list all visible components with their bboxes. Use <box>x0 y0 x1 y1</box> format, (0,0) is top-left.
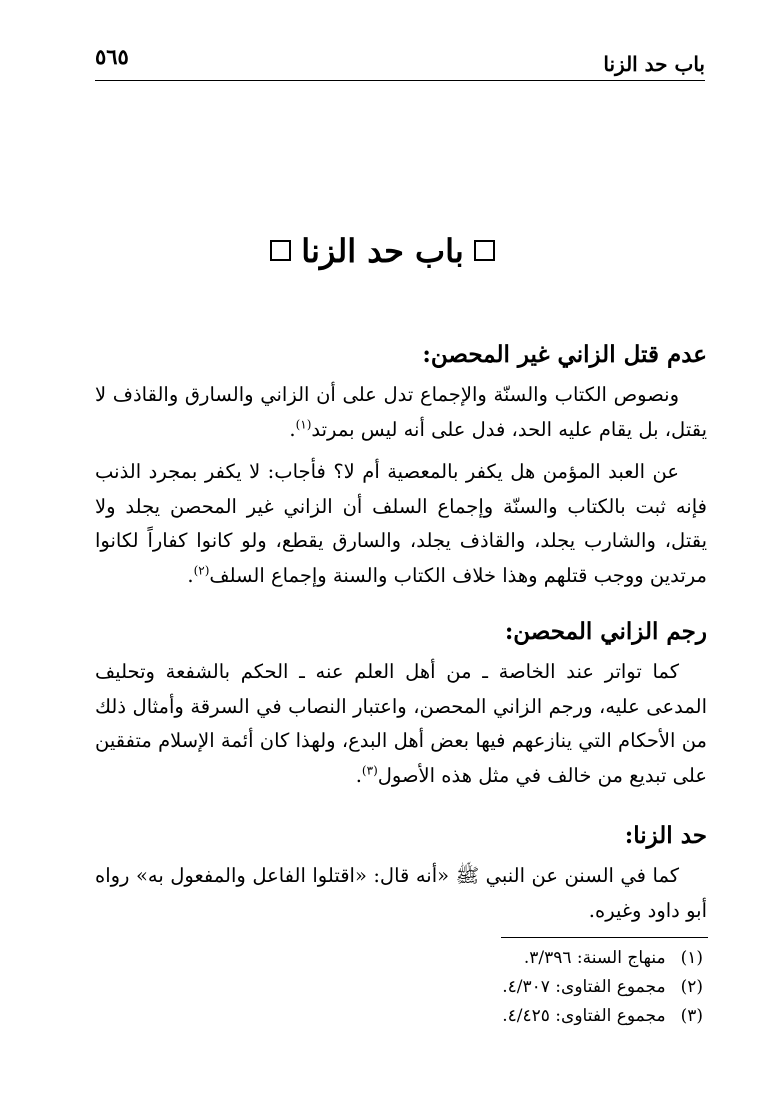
footnote-reference: (٣) <box>361 763 378 777</box>
footnote-reference: (٢) <box>193 563 210 577</box>
paragraph-text: كما في السنن عن النبي ﷺ «أنه قال: «اقتلوا الفاعل والمفعول به» رواه أبو داود وغيره. <box>95 864 707 922</box>
footnote-text: منهاج السنة: ٣/٣٩٦. <box>523 948 666 968</box>
paragraph <box>95 378 707 447</box>
footnote-text: مجموع الفتاوى: ٤/٤٢٥. <box>502 1006 666 1026</box>
main-text <box>95 335 707 928</box>
paragraph-text: ونصوص الكتاب والسنّة والإجماع تدل على أن الزاني والسارق والقاذف لا يقتل، بل يقام عليه الحد، فدل على أنه ليس بمرتد <box>95 383 707 441</box>
footnote-text: مجموع الفتاوى: ٤/٣٠٧. <box>502 977 666 997</box>
footnote-number: (٣) <box>680 1006 703 1026</box>
paragraph <box>95 655 707 793</box>
paragraph <box>95 455 707 593</box>
chapter-title <box>0 232 765 270</box>
page-number: ٥٦٥ <box>95 44 129 69</box>
running-header <box>95 44 705 81</box>
paragraph-end-mark: . <box>355 763 362 787</box>
footnote-number: (١) <box>680 948 703 968</box>
paragraph-end-mark: . <box>187 563 194 587</box>
footnote-divider <box>501 937 708 938</box>
paragraph <box>95 859 707 928</box>
square-ornament-icon <box>270 240 291 261</box>
section-heading: رجم الزاني المحصن: <box>504 618 707 645</box>
footnote <box>95 973 703 1002</box>
section-heading: حد الزنا: <box>624 822 707 849</box>
square-ornament-icon <box>474 240 495 261</box>
footnotes <box>95 944 703 1031</box>
footnote-reference: (١) <box>295 417 312 431</box>
section-heading: عدم قتل الزاني غير المحصن: <box>422 341 707 368</box>
paragraph-end-mark: . <box>289 417 296 441</box>
footnote-number: (٢) <box>680 977 703 997</box>
running-title: باب حد الزنا <box>603 52 705 76</box>
paragraph-text: كما تواتر عند الخاصة ـ من أهل العلم عنه ـ الحكم بالشفعة وتحليف المدعى عليه، ورجم الزاني المحصن، واعتبار النصاب في السرقة وأمثال ذلك من الأحكام التي ينازعهم فيها بعض أهل البدع، ولهذا كان أئمة الإسلام متفقين على تبديع من خالف في مثل هذه الأصول <box>95 660 707 787</box>
chapter-title-text: باب حد الزنا <box>301 232 464 270</box>
paragraph-text: عن العبد المؤمن هل يكفر بالمعصية أم لا؟ فأجاب: لا يكفر بمجرد الذنب فإنه ثبت بالكتاب والسنّة وإجماع السلف أن الزاني غير المحصن يجلد ولا يقتل، والشارب يجلد، والقاذف يجلد، والسارق يقطع، ولو كانوا كفاراً لكانوا مرتدين ووجب قتلهم وهذا خلاف الكتاب والسنة وإجماع السلف <box>95 460 707 587</box>
footnote <box>95 1002 703 1031</box>
footnote <box>95 944 703 973</box>
